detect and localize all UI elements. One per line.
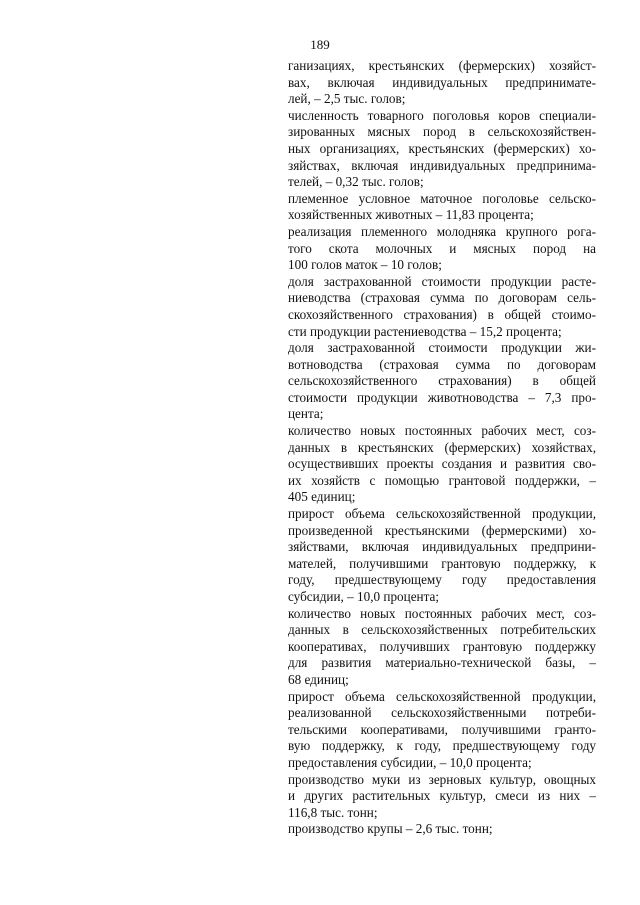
text-line: произведенной крестьянскими (фермерскими) хо- xyxy=(288,522,596,538)
text-line: их хозяйств с помощью грантовой поддержки, – xyxy=(288,472,596,488)
text-line: того скота молочных и мясных пород на xyxy=(288,240,596,256)
text-line: предоставления субсидии, – 10,0 процента; xyxy=(288,754,532,770)
text-line: прирост объема сельскохозяйственной продукции, xyxy=(288,688,596,704)
text-line: лей, – 2,5 тыс. голов; xyxy=(288,91,406,107)
text-line: реализация племенного молодняка крупного рога- xyxy=(288,223,596,239)
text-line: вах, включая индивидуальных предпринимате- xyxy=(288,74,596,90)
text-line: численность товарного поголовья коров специали- xyxy=(288,107,596,123)
text-line: доля застрахованной стоимости продукции расте- xyxy=(288,273,596,289)
page-number: 189 xyxy=(310,37,330,52)
text-line: стоимости продукции животноводства – 7,3 про- xyxy=(288,389,596,405)
text-line: количество новых постоянных рабочих мест, соз- xyxy=(288,423,596,439)
text-line: телей, – 0,32 тыс. голов; xyxy=(288,174,424,190)
text-line: 405 единиц; xyxy=(288,489,356,505)
text-line: вотноводства (страховая сумма по договорам xyxy=(288,356,596,372)
text-line: ных организациях, крестьянских (фермерских) хо- xyxy=(288,140,596,156)
text-line: кооперативах, получивших грантовую поддержку xyxy=(288,638,596,654)
text-line: ганизациях, крестьянских (фермерских) хозяйст- xyxy=(288,58,596,73)
text-line: для развития материально-технической базы, – xyxy=(288,655,596,671)
text-line: зяйствах, включая индивидуальных предпринима- xyxy=(288,157,596,173)
text-line: производство крупы – 2,6 тыс. тонн; xyxy=(288,821,493,837)
text-line: сти продукции растениеводства – 15,2 процента; xyxy=(288,323,562,339)
text-line: реализованной сельскохозяйственными потреби- xyxy=(288,705,596,721)
text-line: прирост объема сельскохозяйственной продукции, xyxy=(288,506,596,522)
text-line: мателей, получившими грантовую поддержку, к xyxy=(288,555,596,571)
text-line: цента; xyxy=(288,406,324,422)
text-line: производство муки из зерновых культур, овощных xyxy=(288,771,596,787)
text-column xyxy=(288,58,596,838)
text-line: хозяйственных животных – 11,83 процента; xyxy=(288,207,534,223)
text-line: и других растительных культур, смеси из них – xyxy=(288,788,596,804)
text-line: доля застрахованной стоимости продукции жи- xyxy=(288,340,596,356)
text-line: году, предшествующему году предоставления xyxy=(288,572,596,588)
text-line: количество новых постоянных рабочих мест, соз- xyxy=(288,605,596,621)
text-line: сельскохозяйственного страхования) в общей xyxy=(288,373,596,389)
text-line: 100 голов маток – 10 голов; xyxy=(288,257,442,273)
text-line: 116,8 тыс. тонн; xyxy=(288,804,378,820)
text-line: осуществивших проекты создания и развития сво- xyxy=(288,456,596,472)
text-line: субсидии, – 10,0 процента; xyxy=(288,589,440,604)
text-line: ниеводства (страховая сумма по договорам сель- xyxy=(288,290,596,306)
text-line: данных в сельскохозяйственных потребительских xyxy=(288,622,596,638)
text-line: 68 единиц; xyxy=(288,671,349,687)
text-line: данных в крестьянских (фермерских) хозяйствах, xyxy=(288,439,596,455)
text-line: тельскими кооперативами, получившими гранто- xyxy=(288,721,596,737)
text-line: вую поддержку, к году, предшествующему году xyxy=(288,738,596,754)
text-line: племенное условное маточное поголовье сельско- xyxy=(288,190,596,206)
text-line: зированных мясных пород в сельскохозяйствен- xyxy=(288,124,596,140)
text-line: зяйствами, включая индивидуальных предприни- xyxy=(288,539,596,555)
text-line: скохозяйственного страхования) в общей стоимо- xyxy=(288,306,596,322)
